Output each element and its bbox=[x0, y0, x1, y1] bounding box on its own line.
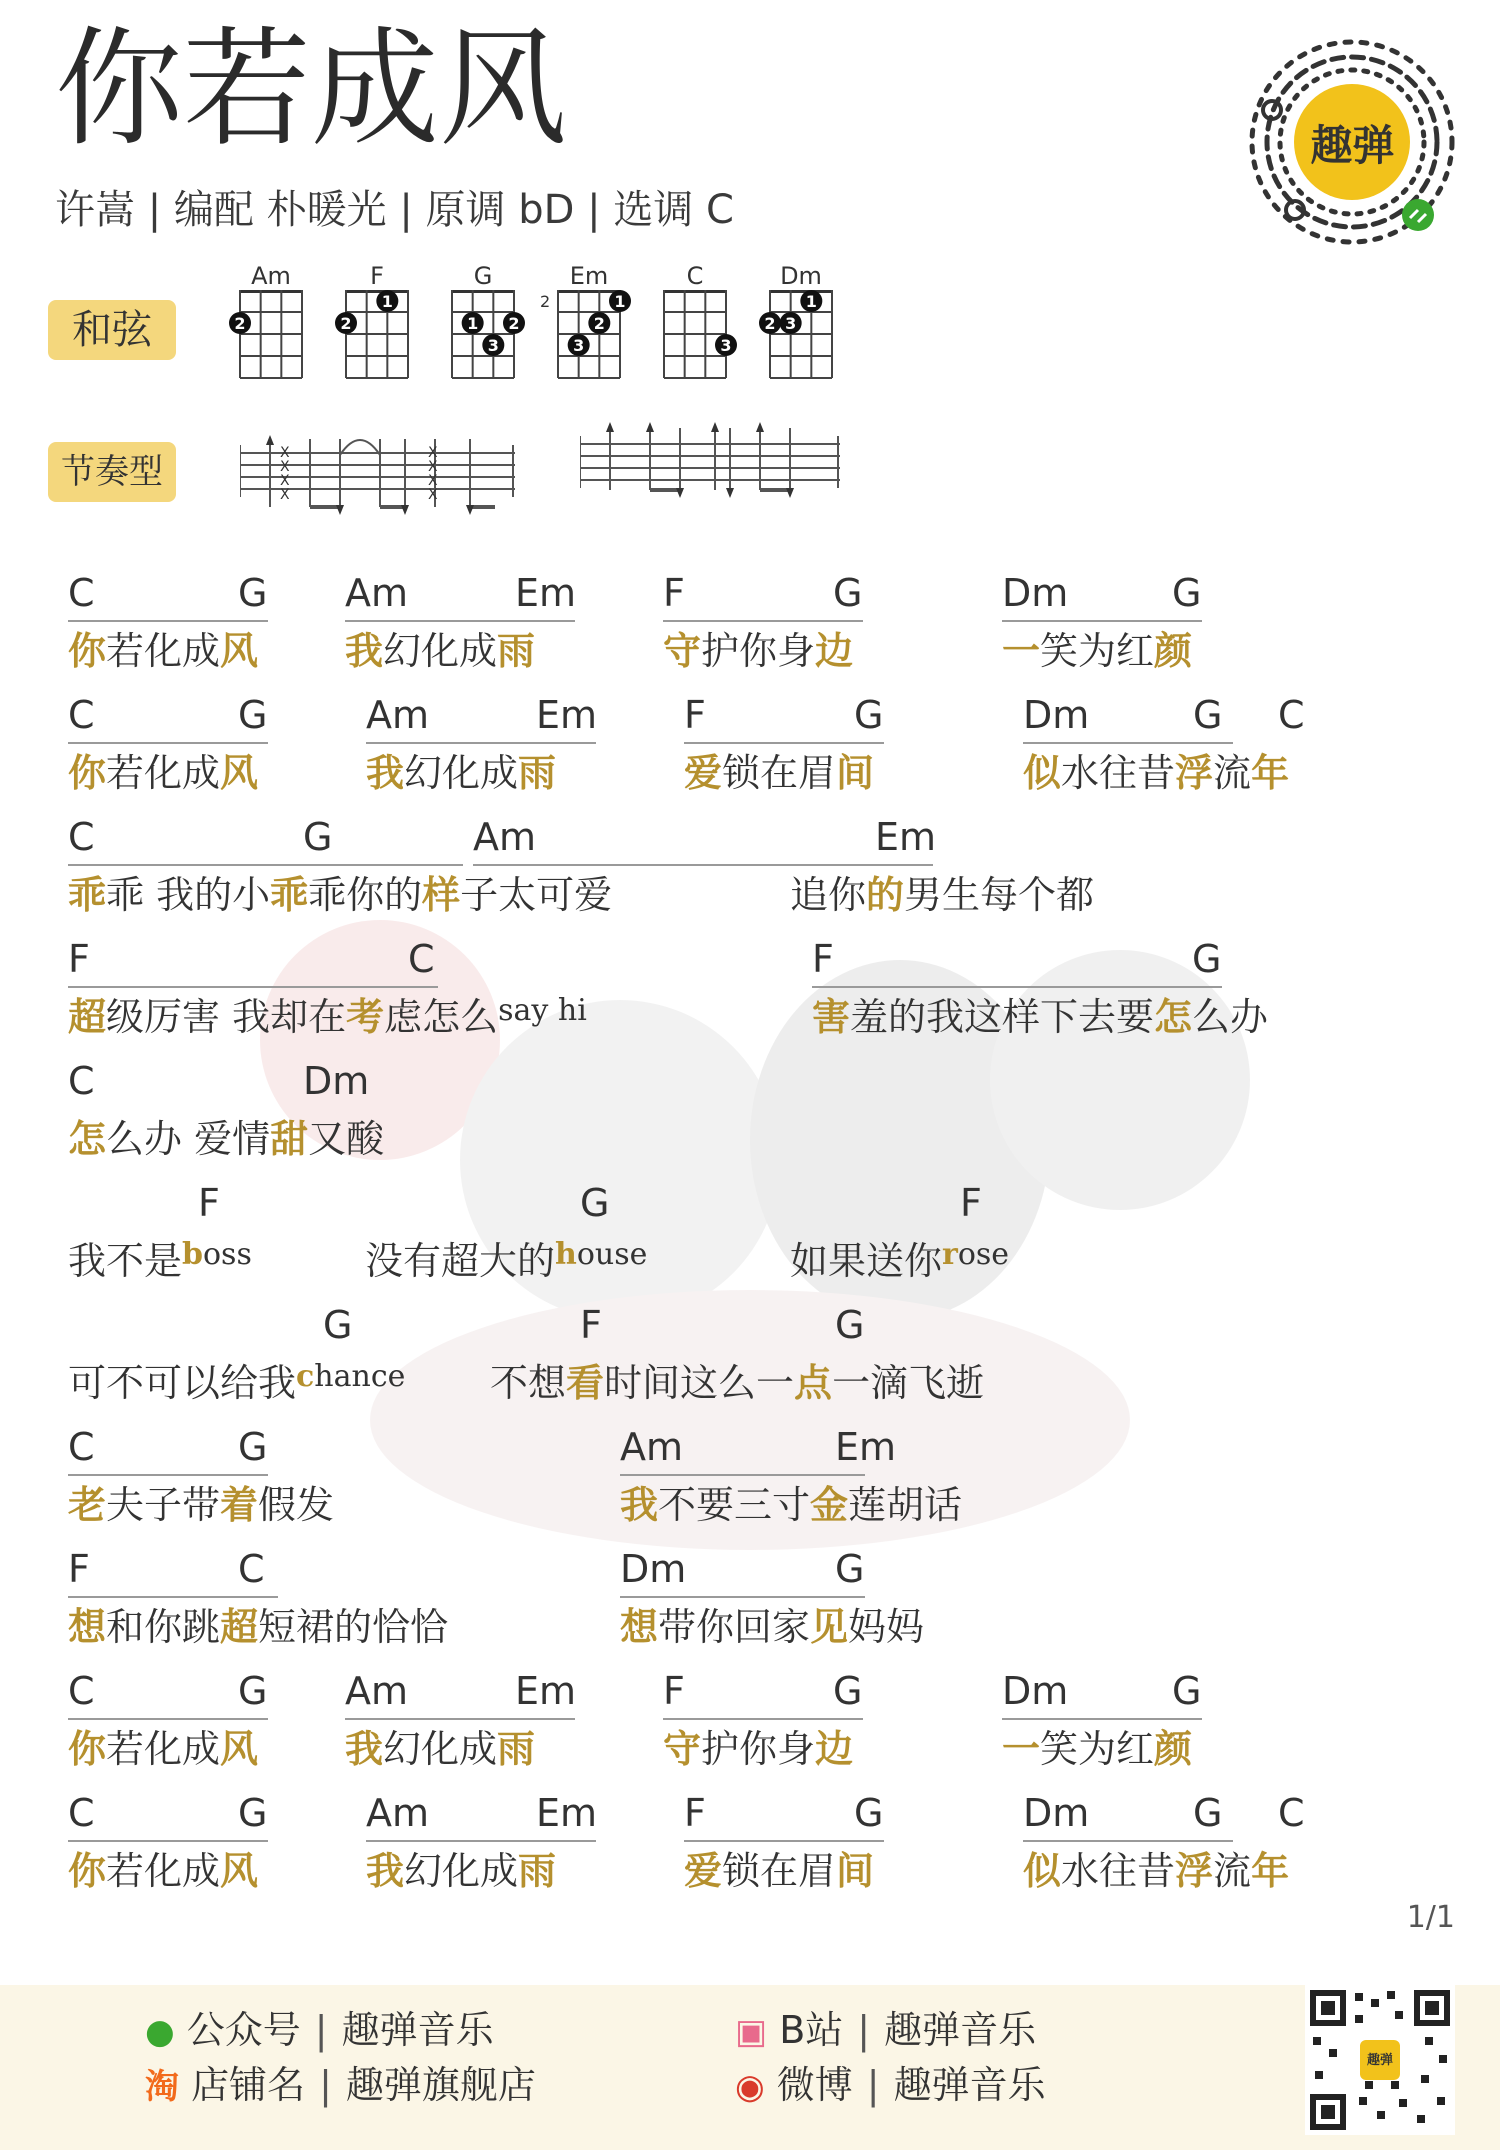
finger-number: 2 bbox=[508, 314, 520, 333]
rhythm-pattern-2 bbox=[580, 420, 840, 505]
chord-label: F bbox=[580, 1303, 602, 1347]
lyric-line bbox=[68, 1602, 448, 1652]
lyric-text: 锁在眉 bbox=[722, 751, 837, 795]
footer-shop-label: 店铺名 bbox=[191, 2063, 306, 2107]
svg-text:X: X bbox=[428, 445, 438, 461]
chord-span-line bbox=[1023, 1840, 1233, 1842]
lyric-text: 护你身 bbox=[701, 629, 816, 673]
finger-number: 2 bbox=[593, 314, 605, 333]
lyric-line bbox=[1002, 626, 1192, 676]
chord-label: Dm bbox=[1023, 1791, 1090, 1835]
lyric-highlight: 超 bbox=[220, 1605, 259, 1649]
lyric-text: 乖 我的小 bbox=[106, 873, 271, 917]
chord-span-line bbox=[68, 864, 463, 866]
lyric-highlight: 浮 bbox=[1175, 751, 1214, 795]
rhythm-pattern-1 bbox=[240, 425, 515, 520]
finger-number: 1 bbox=[467, 314, 479, 333]
chord-label: G bbox=[238, 571, 268, 615]
chord-label: G bbox=[1193, 1791, 1223, 1835]
chord-label: G bbox=[835, 1303, 865, 1347]
lyric-text: 若化成 bbox=[106, 1727, 221, 1771]
chord-span-line bbox=[812, 986, 1222, 988]
lyric-text: 一滴飞逝 bbox=[832, 1361, 985, 1405]
lyric-line bbox=[68, 870, 612, 920]
svg-text:X: X bbox=[280, 459, 290, 475]
svg-text:X: X bbox=[280, 445, 290, 461]
lyric-highlight: 我 bbox=[345, 629, 384, 673]
song-title: 你若成风 bbox=[55, 15, 568, 164]
rhythm-section-label: 节奏型 bbox=[48, 442, 176, 502]
lyric-highlight: 乖 bbox=[68, 873, 107, 917]
footer-wechat-value: 趣弹音乐 bbox=[341, 2008, 494, 2052]
lyric-highlight: 老 bbox=[68, 1483, 107, 1527]
chord-label: C bbox=[68, 1669, 95, 1713]
chord-span-line bbox=[620, 1474, 865, 1476]
lyric-text: 子太可爱 bbox=[460, 873, 613, 917]
lyric-highlight: 我 bbox=[366, 751, 405, 795]
chord-span-line bbox=[68, 986, 438, 988]
lyric-text: 羞的我这样下去要 bbox=[850, 995, 1155, 1039]
footer-shop-value: 趣弹旗舰店 bbox=[345, 2063, 536, 2107]
chord-label: Dm bbox=[303, 1059, 370, 1103]
lyric-line bbox=[365, 1236, 647, 1290]
chord-diagram-name: Em bbox=[569, 262, 609, 290]
lyric-highlight: 的 bbox=[866, 873, 905, 917]
chord-span-line bbox=[663, 1718, 863, 1720]
lyric-highlight: 考 bbox=[346, 995, 385, 1039]
footer bbox=[0, 1985, 1500, 2150]
lyric-highlight: 一 bbox=[1002, 629, 1041, 673]
chord-label: Em bbox=[875, 815, 937, 859]
lyric-highlight: 雨 bbox=[497, 629, 536, 673]
chord-label: G bbox=[238, 1425, 268, 1469]
lyric-highlight: 我 bbox=[620, 1483, 659, 1527]
lyric-text: 虑怎么 bbox=[384, 995, 499, 1039]
lyric-text: 短裙的恰恰 bbox=[258, 1605, 449, 1649]
lyric-text: 若化成 bbox=[106, 1849, 221, 1893]
lyric-text: 幻化成 bbox=[404, 751, 519, 795]
qr-logo-text: 趣弹 bbox=[1366, 2053, 1393, 2068]
lyric-line bbox=[812, 992, 1268, 1042]
lyric-line bbox=[1023, 748, 1289, 798]
chord-label: G bbox=[854, 693, 884, 737]
footer-weibo[interactable] bbox=[735, 2060, 1046, 2112]
lyric-english: rose bbox=[942, 1237, 1010, 1272]
lyric-line bbox=[68, 1236, 252, 1290]
lyric-highlight: 你 bbox=[68, 629, 107, 673]
lyric-highlight: 着 bbox=[220, 1483, 259, 1527]
chord-span-line bbox=[68, 1840, 268, 1842]
lyric-line bbox=[366, 1846, 556, 1896]
lyric-text: 莲胡话 bbox=[848, 1483, 963, 1527]
lyric-line bbox=[68, 1480, 334, 1530]
chord-label: C bbox=[1278, 693, 1305, 737]
chord-span-line bbox=[68, 742, 268, 744]
lyric-text: 若化成 bbox=[106, 629, 221, 673]
chord-label: F bbox=[198, 1181, 220, 1225]
lyric-highlight: 年 bbox=[1251, 1849, 1290, 1893]
chord-label: G bbox=[323, 1303, 353, 1347]
chord-label: G bbox=[854, 1791, 884, 1835]
lyric-text: 流 bbox=[1213, 751, 1252, 795]
footer-weibo-label: 微博 bbox=[776, 2063, 853, 2107]
finger-number: 3 bbox=[573, 336, 585, 355]
chord-label: G bbox=[238, 1791, 268, 1835]
lyric-text: 不要三寸 bbox=[658, 1483, 811, 1527]
lyric-text: 水往昔 bbox=[1061, 751, 1176, 795]
chord-label: Dm bbox=[620, 1547, 687, 1591]
chord-span-line bbox=[68, 620, 268, 622]
finger-number: 2 bbox=[764, 314, 776, 333]
chord-position-number: 2 bbox=[540, 292, 551, 311]
chord-label: Em bbox=[536, 1791, 598, 1835]
lyric-text: 流 bbox=[1213, 1849, 1252, 1893]
chord-label: C bbox=[68, 1425, 95, 1469]
chord-label: Am bbox=[366, 1791, 430, 1835]
finger-number: 1 bbox=[805, 292, 817, 311]
chord-label: G bbox=[1172, 571, 1202, 615]
lyric-line bbox=[68, 626, 258, 676]
chord-diagram-name: F bbox=[370, 262, 384, 290]
finger-number: 1 bbox=[381, 292, 393, 311]
lyric-text: 么办 爱情 bbox=[106, 1117, 271, 1161]
lyric-line bbox=[68, 992, 587, 1046]
chord-label: G bbox=[238, 693, 268, 737]
lyric-text: 没有超大的 bbox=[365, 1239, 556, 1283]
chord-span-line bbox=[366, 1840, 596, 1842]
lyric-highlight: 守 bbox=[663, 1727, 702, 1771]
lyric-highlight: 颜 bbox=[1154, 629, 1193, 673]
lyric-line bbox=[68, 1358, 405, 1412]
lyric-text: 笑为红 bbox=[1040, 1727, 1155, 1771]
chord-label: Dm bbox=[1023, 693, 1090, 737]
chord-label: G bbox=[833, 571, 863, 615]
lyric-highlight: 一 bbox=[1002, 1727, 1041, 1771]
chord-span-line bbox=[473, 864, 933, 866]
chord-label: F bbox=[960, 1181, 982, 1225]
chord-label: F bbox=[68, 937, 90, 981]
footer-wechat[interactable] bbox=[145, 2005, 494, 2057]
lyric-line bbox=[68, 1846, 258, 1896]
lyric-text: 幻化成 bbox=[404, 1849, 519, 1893]
lyric-highlight: 怎 bbox=[68, 1117, 107, 1161]
chord-span-line bbox=[68, 1474, 268, 1476]
footer-separator: | bbox=[314, 2008, 328, 2052]
chord-label: C bbox=[238, 1547, 265, 1591]
footer-wechat-label: 公众号 bbox=[186, 2008, 301, 2052]
lyric-line bbox=[345, 1724, 535, 1774]
page-number: 1/1 bbox=[1406, 1900, 1455, 1935]
lyric-highlight: 爱 bbox=[684, 751, 723, 795]
lyric-line bbox=[663, 1724, 853, 1774]
lyric-text: 我不是 bbox=[68, 1239, 183, 1283]
lyric-line bbox=[790, 870, 1094, 920]
lyric-highlight: 浮 bbox=[1175, 1849, 1214, 1893]
chord-span-line bbox=[68, 1596, 278, 1598]
lyric-highlight: 你 bbox=[68, 751, 107, 795]
lyric-line bbox=[345, 626, 535, 676]
lyric-highlight: 似 bbox=[1023, 1849, 1062, 1893]
footer-bilibili[interactable] bbox=[735, 2005, 1036, 2057]
lyric-text: 么办 bbox=[1192, 995, 1269, 1039]
chord-label: Dm bbox=[1002, 1669, 1069, 1713]
footer-separator: | bbox=[866, 2063, 880, 2107]
lyric-highlight: 年 bbox=[1251, 751, 1290, 795]
finger-number: 3 bbox=[487, 336, 499, 355]
footer-weibo-value: 趣弹音乐 bbox=[893, 2063, 1046, 2107]
lyric-text: 水往昔 bbox=[1061, 1849, 1176, 1893]
chord-label: C bbox=[68, 1791, 95, 1835]
lyric-text: 幻化成 bbox=[383, 1727, 498, 1771]
lyric-highlight: 你 bbox=[68, 1849, 107, 1893]
lyric-highlight: 样 bbox=[422, 873, 461, 917]
lyric-text: 锁在眉 bbox=[722, 1849, 837, 1893]
lyric-text: 护你身 bbox=[701, 1727, 816, 1771]
chord-label: G bbox=[1172, 1669, 1202, 1713]
lyric-line bbox=[620, 1480, 962, 1530]
svg-text:X: X bbox=[280, 487, 290, 503]
chord-label: F bbox=[812, 937, 834, 981]
lyric-highlight: 超 bbox=[68, 995, 107, 1039]
lyric-text: 和你跳 bbox=[106, 1605, 221, 1649]
lyric-english: house bbox=[555, 1237, 648, 1272]
footer-bili-value: 趣弹音乐 bbox=[884, 2008, 1037, 2052]
chord-label: Am bbox=[345, 1669, 409, 1713]
lyric-text: 男生每个都 bbox=[904, 873, 1095, 917]
chord-label: G bbox=[238, 1669, 268, 1713]
lyric-line bbox=[68, 1114, 384, 1164]
chord-label: G bbox=[580, 1181, 610, 1225]
chord-span-line bbox=[1002, 620, 1202, 622]
chord-diagram-name: Dm bbox=[780, 262, 822, 290]
lyric-highlight: 爱 bbox=[684, 1849, 723, 1893]
app-logo-text: 趣弹 bbox=[1310, 121, 1395, 170]
chords-section-label: 和弦 bbox=[48, 300, 176, 360]
finger-number: 2 bbox=[340, 314, 352, 333]
svg-text:X: X bbox=[428, 473, 438, 489]
lyric-line bbox=[790, 1236, 1009, 1290]
chord-label: G bbox=[303, 815, 333, 859]
finger-number: 2 bbox=[234, 314, 246, 333]
lyric-text: 乖你的 bbox=[308, 873, 423, 917]
lyric-highlight: 想 bbox=[68, 1605, 107, 1649]
chord-span-line bbox=[684, 742, 884, 744]
svg-text:X: X bbox=[280, 473, 290, 489]
lyric-highlight: 乖 bbox=[270, 873, 309, 917]
lyric-highlight: 看 bbox=[566, 1361, 605, 1405]
chord-label: C bbox=[68, 571, 95, 615]
chord-span-line bbox=[684, 1840, 884, 1842]
chord-diagram-name: Am bbox=[251, 262, 291, 290]
chord-label: C bbox=[408, 937, 435, 981]
lyric-highlight: 风 bbox=[220, 751, 259, 795]
lyric-text: 追你 bbox=[790, 873, 867, 917]
lyric-line bbox=[490, 1358, 984, 1408]
finger-number: 3 bbox=[720, 336, 732, 355]
lyric-highlight: 我 bbox=[366, 1849, 405, 1893]
chord-label: C bbox=[1278, 1791, 1305, 1835]
lyric-line bbox=[68, 748, 258, 798]
footer-shop[interactable] bbox=[145, 2060, 536, 2112]
chord-span-line bbox=[663, 620, 863, 622]
chord-label: Am bbox=[366, 693, 430, 737]
chord-label: Em bbox=[536, 693, 598, 737]
chord-label: Em bbox=[835, 1425, 897, 1469]
chord-label: G bbox=[835, 1547, 865, 1591]
chord-label: Em bbox=[515, 571, 577, 615]
chord-label: F bbox=[684, 693, 706, 737]
lyric-text: 可不可以给我 bbox=[68, 1361, 297, 1405]
chord-label: Am bbox=[345, 571, 409, 615]
chord-diagram-name: C bbox=[686, 262, 704, 290]
lyric-text: 幻化成 bbox=[383, 629, 498, 673]
finger-number: 3 bbox=[785, 314, 797, 333]
lyric-highlight: 风 bbox=[220, 1727, 259, 1771]
lyric-highlight: 金 bbox=[810, 1483, 849, 1527]
svg-text:X: X bbox=[428, 459, 438, 475]
lyric-text: 夫子带 bbox=[106, 1483, 221, 1527]
lyric-text: 级厉害 我却在 bbox=[106, 995, 347, 1039]
lyric-highlight: 守 bbox=[663, 629, 702, 673]
lyric-highlight: 我 bbox=[345, 1727, 384, 1771]
chord-label: F bbox=[68, 1547, 90, 1591]
lyric-english: say hi bbox=[498, 993, 587, 1028]
chord-diagram-name: G bbox=[473, 262, 493, 290]
wechat-icon: ● bbox=[145, 2012, 175, 2052]
chord-span-line bbox=[366, 742, 596, 744]
chord-label: F bbox=[684, 1791, 706, 1835]
chord-span-line bbox=[1002, 1718, 1202, 1720]
lyric-text: 如果送你 bbox=[790, 1239, 943, 1283]
chord-label: Em bbox=[515, 1669, 577, 1713]
lyric-highlight: 害 bbox=[812, 995, 851, 1039]
chord-label: C bbox=[68, 815, 95, 859]
song-meta: 许嵩 | 编配 朴暖光 | 原调 bD | 选调 C bbox=[55, 187, 734, 233]
lyric-highlight: 你 bbox=[68, 1727, 107, 1771]
chord-label: G bbox=[1192, 937, 1222, 981]
finger-number: 1 bbox=[614, 292, 626, 311]
chord-label: C bbox=[68, 1059, 95, 1103]
lyric-highlight: 边 bbox=[815, 629, 854, 673]
lyric-text: 时间这么一 bbox=[604, 1361, 795, 1405]
lyric-highlight: 见 bbox=[810, 1605, 849, 1649]
lyric-highlight: 间 bbox=[836, 1849, 875, 1893]
lyric-line bbox=[1023, 1846, 1289, 1896]
lyric-highlight: 雨 bbox=[518, 1849, 557, 1893]
lyric-highlight: 风 bbox=[220, 1849, 259, 1893]
lyric-text: 笑为红 bbox=[1040, 629, 1155, 673]
chord-label: Am bbox=[620, 1425, 684, 1469]
lyric-line bbox=[620, 1602, 924, 1652]
lyric-highlight: 似 bbox=[1023, 751, 1062, 795]
chord-label: Dm bbox=[1002, 571, 1069, 615]
bilibili-icon: ▣ bbox=[735, 2012, 768, 2052]
chord-label: G bbox=[833, 1669, 863, 1713]
lyric-text: 妈妈 bbox=[848, 1605, 925, 1649]
footer-bili-label: B站 bbox=[779, 2008, 844, 2052]
chord-span-line bbox=[68, 1718, 268, 1720]
footer-separator: | bbox=[857, 2008, 871, 2052]
svg-text:X: X bbox=[428, 487, 438, 503]
chord-label: Am bbox=[473, 815, 537, 859]
lyric-line bbox=[1002, 1724, 1192, 1774]
lyric-text: 若化成 bbox=[106, 751, 221, 795]
taobao-icon: 淘 bbox=[145, 2067, 179, 2107]
lyric-line bbox=[366, 748, 556, 798]
footer-separator: | bbox=[319, 2063, 332, 2107]
lyric-line bbox=[684, 748, 874, 798]
lyric-highlight: 怎 bbox=[1154, 995, 1193, 1039]
lyric-english: chance bbox=[296, 1359, 406, 1394]
lyric-line bbox=[663, 626, 853, 676]
weibo-icon: ◉ bbox=[735, 2067, 765, 2107]
lyric-highlight: 边 bbox=[815, 1727, 854, 1771]
chord-span-line bbox=[620, 1596, 865, 1598]
chord-label: G bbox=[1193, 693, 1223, 737]
chord-span-line bbox=[345, 620, 575, 622]
lyric-text: 又酸 bbox=[308, 1117, 385, 1161]
lyric-text: 带你回家 bbox=[658, 1605, 811, 1649]
lyric-highlight: 想 bbox=[620, 1605, 659, 1649]
lyric-highlight: 雨 bbox=[497, 1727, 536, 1771]
lyric-highlight: 风 bbox=[220, 629, 259, 673]
lyric-line bbox=[68, 1724, 258, 1774]
lyric-highlight: 点 bbox=[794, 1361, 833, 1405]
lyric-text: 假发 bbox=[258, 1483, 335, 1527]
chord-label: C bbox=[68, 693, 95, 737]
lyric-text: 不想 bbox=[490, 1361, 567, 1405]
lyric-english: boss bbox=[182, 1237, 252, 1272]
lyric-highlight: 颜 bbox=[1154, 1727, 1193, 1771]
chord-span-line bbox=[1023, 742, 1233, 744]
lyric-highlight: 甜 bbox=[270, 1117, 309, 1161]
lyric-highlight: 雨 bbox=[518, 751, 557, 795]
chord-label: F bbox=[663, 571, 685, 615]
lyric-highlight: 间 bbox=[836, 751, 875, 795]
lyric-line bbox=[684, 1846, 874, 1896]
chord-span-line bbox=[345, 1718, 575, 1720]
chord-label: F bbox=[663, 1669, 685, 1713]
